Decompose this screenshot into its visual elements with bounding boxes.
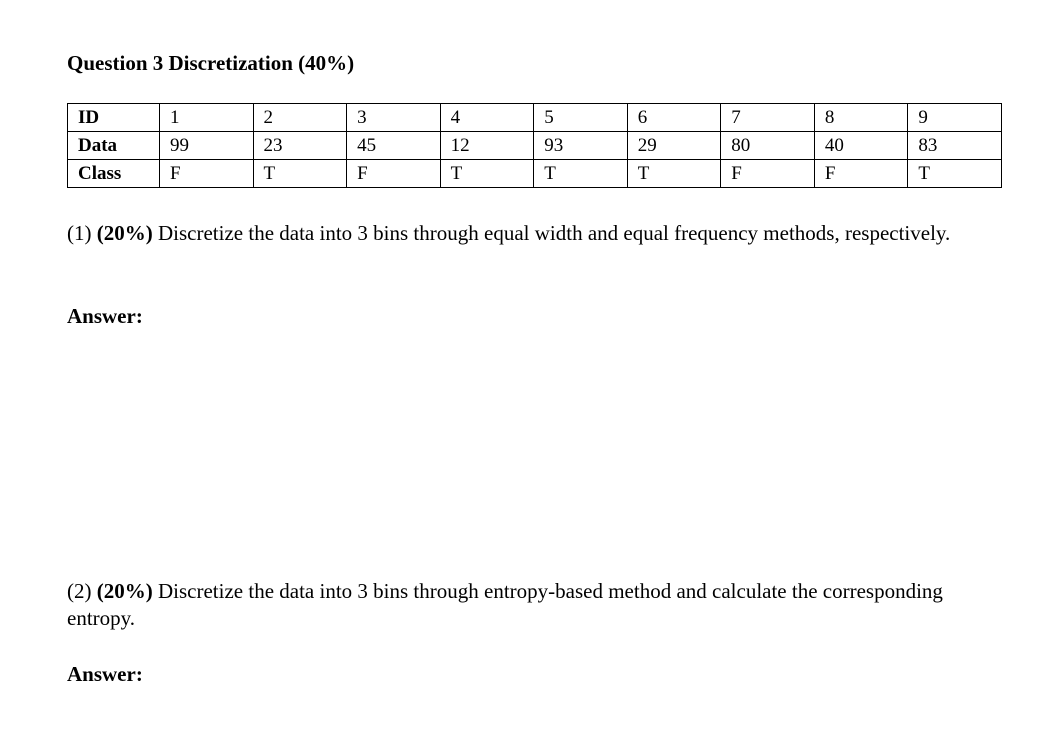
row-header-id: ID — [68, 104, 160, 132]
question-title: Question 3 Discretization (40%) — [67, 51, 355, 75]
id-cell: 6 — [627, 104, 721, 132]
id-cell: 5 — [534, 104, 628, 132]
question-1-text: Discretize the data into 3 bins through equal width and equal frequency methods, respectively. — [158, 221, 951, 245]
class-cell: F — [160, 160, 254, 188]
answer-2-area[interactable] — [67, 693, 967, 743]
row-header-data: Data — [68, 132, 160, 160]
data-cell: 80 — [721, 132, 815, 160]
question-2 — [67, 578, 967, 632]
answer-1-label: Answer: — [67, 304, 143, 328]
class-cell: F — [814, 160, 908, 188]
question-2-number: (2) — [67, 579, 92, 603]
question-1 — [67, 220, 967, 247]
class-cell: F — [721, 160, 815, 188]
id-cell: 1 — [160, 104, 254, 132]
question-2-weight: (20%) — [96, 579, 153, 603]
id-cell: 3 — [347, 104, 441, 132]
id-cell: 8 — [814, 104, 908, 132]
data-cell: 83 — [908, 132, 1002, 160]
table-row-class — [68, 160, 1002, 188]
class-cell: T — [534, 160, 628, 188]
id-cell: 2 — [253, 104, 347, 132]
id-cell: 7 — [721, 104, 815, 132]
table-row-data — [68, 132, 1002, 160]
data-table — [67, 103, 1002, 188]
id-cell: 9 — [908, 104, 1002, 132]
data-cell: 93 — [534, 132, 628, 160]
data-cell: 40 — [814, 132, 908, 160]
question-1-number: (1) — [67, 221, 92, 245]
class-cell: T — [440, 160, 534, 188]
class-cell: T — [253, 160, 347, 188]
data-cell: 12 — [440, 132, 534, 160]
class-cell: T — [627, 160, 721, 188]
question-1-weight: (20%) — [96, 221, 153, 245]
answer-2-label: Answer: — [67, 662, 143, 686]
row-header-class: Class — [68, 160, 160, 188]
data-cell: 23 — [253, 132, 347, 160]
data-cell: 45 — [347, 132, 441, 160]
id-cell: 4 — [440, 104, 534, 132]
class-cell: T — [908, 160, 1002, 188]
data-cell: 29 — [627, 132, 721, 160]
class-cell: F — [347, 160, 441, 188]
answer-1-area[interactable] — [67, 335, 967, 565]
table-row-id — [68, 104, 1002, 132]
question-2-text: Discretize the data into 3 bins through entropy-based method and calculate the corresponding entropy. — [67, 579, 943, 630]
data-cell: 99 — [160, 132, 254, 160]
